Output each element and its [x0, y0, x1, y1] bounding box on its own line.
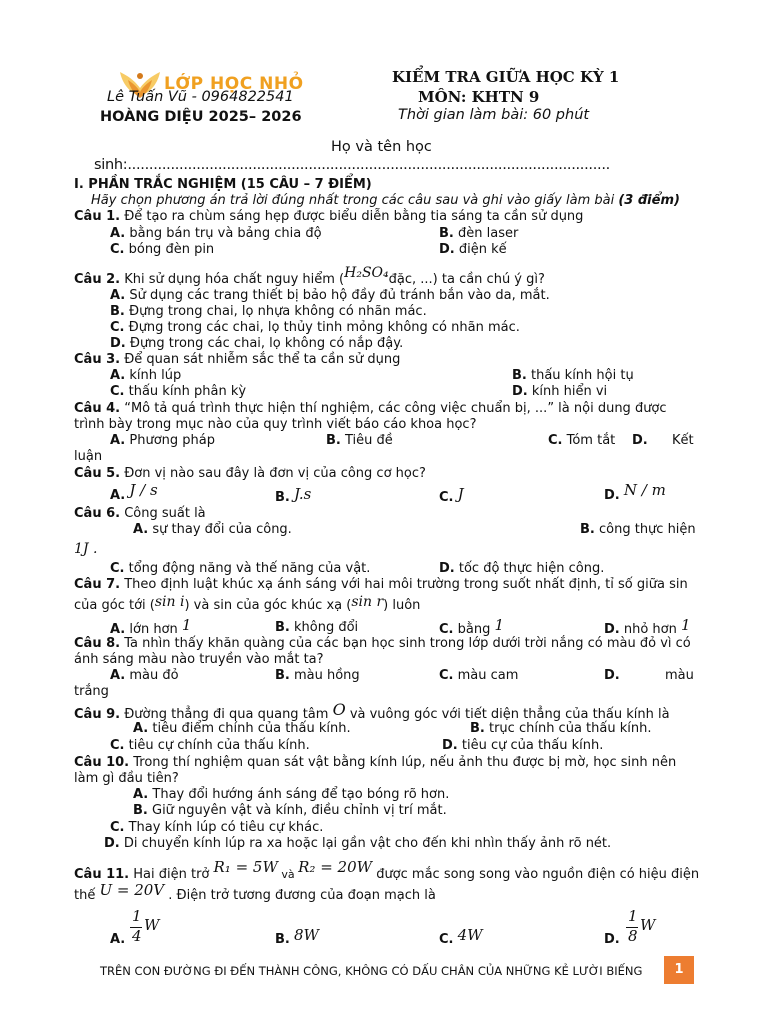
q11-option-c[interactable]: C. 4W — [439, 926, 483, 947]
q11-option-b[interactable]: B. 8W — [275, 926, 319, 947]
q8-option-b[interactable]: B. màu hồng — [275, 668, 360, 683]
q3-option-c[interactable]: C. thấu kính phân kỳ — [110, 384, 247, 399]
q11-option-d[interactable]: D. 1 8 W — [604, 907, 656, 947]
q5-option-d[interactable]: D. N / m — [604, 481, 666, 503]
q6-option-a[interactable]: A. sự thay đổi của công. — [133, 522, 292, 537]
question-8-cont: ánh sáng màu nào truyền vào mắt ta? — [74, 652, 324, 667]
q6-option-d[interactable]: D. tốc độ thực hiện công. — [439, 561, 605, 576]
q3-option-d[interactable]: D. kính hiển vi — [512, 384, 608, 399]
q4-option-a[interactable]: A. Phương pháp — [110, 433, 215, 448]
q5-option-a[interactable]: A. J / s — [110, 481, 158, 503]
q1-option-b[interactable]: B. đèn laser — [439, 226, 519, 241]
q9-option-a[interactable]: A. tiêu điểm chính của thấu kính. — [133, 721, 351, 736]
exam-title: KIỂM TRA GIỮA HỌC KỲ 1 — [392, 68, 620, 86]
teacher-info: Lê Tuấn Vũ - 0964822541 — [107, 89, 294, 105]
q10-option-b[interactable]: B. Giữ nguyên vật và kính, điều chỉnh vị trí mắt. — [133, 803, 447, 818]
footer-motto: TRÊN CON ĐƯỜNG ĐI ĐẾN THÀNH CÔNG, KHÔNG CÓ DẤU CHÂN CỦA NHỮNG KẺ LƯỜI BIẾNG — [100, 964, 643, 978]
question-10: Câu 10. Trong thí nghiệm quan sát vật bằng kính lúp, nếu ảnh thu được bị mờ, học sinh nên — [74, 755, 677, 770]
q1-option-a[interactable]: A. bằng bán trụ và bảng chia độ — [110, 226, 322, 241]
q8-option-d-cont: trắng — [74, 684, 109, 699]
q9-option-c[interactable]: C. tiêu cự chính của thấu kính. — [110, 738, 310, 753]
exam-subject: MÔN: KHTN 9 — [418, 88, 540, 106]
page-number-badge: 1 — [664, 956, 694, 984]
question-6: Câu 6. Công suất là — [74, 506, 206, 521]
q8-option-a[interactable]: A. màu đỏ — [110, 668, 179, 683]
chem-formula: H₂SO₄ — [344, 265, 389, 281]
section-instruction: Hãy chọn phương án trả lời đúng nhất trong các câu sau và ghi vào giấy làm bài (3 điểm) — [91, 193, 680, 208]
logo-text: LỚP HỌC NHỎ — [164, 74, 304, 94]
question-9: Câu 9. Đường thẳng đi qua quang tâm O và vuông góc với tiết diện thẳng của thấu kính là — [74, 700, 670, 722]
q9-option-b[interactable]: B. trục chính của thấu kính. — [470, 721, 652, 736]
q8-option-c[interactable]: C. màu cam — [439, 668, 519, 683]
question-1: Câu 1. Để tạo ra chùm sáng hẹp được biểu diễn bằng tia sáng ta cần sử dụng — [74, 209, 584, 224]
name-line: sinh:................................................................................................................ — [94, 157, 610, 173]
q5-option-b[interactable]: B. J.s — [275, 485, 312, 505]
q1-option-d[interactable]: D. điện kế — [439, 242, 507, 257]
q7-option-d[interactable]: D. nhỏ hơn 1 — [604, 616, 691, 637]
q1-option-c[interactable]: C. bóng đèn pin — [110, 242, 215, 257]
question-4-cont: trình bày trong mục nào của quy trình viết báo cáo khoa học? — [74, 417, 477, 432]
q2-option-b[interactable]: B. Đựng trong chai, lọ nhựa không có nhãn mác. — [110, 304, 427, 319]
question-7: Câu 7. Theo định luật khúc xạ ánh sáng với hai môi trường trong suốt nhất định, tỉ số giữa sin — [74, 577, 688, 592]
q8-option-d-label[interactable]: D. — [604, 668, 620, 683]
q10-option-a[interactable]: A. Thay đổi hướng ánh sáng để tạo bóng rõ hơn. — [133, 787, 450, 802]
q4-option-d-label[interactable]: D. — [632, 433, 648, 448]
q2-option-c[interactable]: C. Đựng trong các chai, lọ thủy tinh mỏng không có nhãn mác. — [110, 320, 520, 335]
q3-option-b[interactable]: B. thấu kính hội tụ — [512, 368, 634, 383]
q10-option-c[interactable]: C. Thay kính lúp có tiêu cự khác. — [110, 820, 324, 835]
q3-option-a[interactable]: A. kính lúp — [110, 368, 182, 383]
question-5: Câu 5. Đơn vị nào sau đây là đơn vị của công cơ học? — [74, 466, 426, 481]
q4-option-d[interactable]: Kết — [672, 433, 694, 448]
question-7-cont: của góc tới (sin i) và sin của góc khúc xạ (sin r) luôn — [74, 594, 421, 613]
q9-option-d[interactable]: D. tiêu cự của thấu kính. — [442, 738, 604, 753]
school-year: HOÀNG DIỆU 2025– 2026 — [100, 109, 302, 125]
q6-option-b[interactable]: B. công thực hiện — [580, 522, 696, 537]
question-8: Câu 8. Ta nhìn thấy khăn quàng của các bạn học sinh trong lớp dưới trời nắng có màu đỏ vì có — [74, 636, 691, 651]
q2-option-d[interactable]: D. Đựng trong các chai, lọ không có nắp đậy. — [110, 336, 404, 351]
question-11-cont: thế U = 20V . Điện trở tương đương của đoạn mạch là — [74, 881, 436, 903]
q10-option-d[interactable]: D. Di chuyển kính lúp ra xa hoặc lại gần vật cho đến khi nhìn thấy ảnh rõ nét. — [104, 836, 612, 851]
q4-option-c[interactable]: C. Tóm tắt — [548, 433, 616, 448]
q6-option-b-cont: 1J . — [74, 541, 98, 557]
q8-option-d[interactable]: màu — [665, 668, 694, 683]
q7-option-b[interactable]: B. không đổi — [275, 620, 359, 635]
exam-duration: Thời gian làm bài: 60 phút — [398, 107, 590, 123]
q7-option-a[interactable]: A. lớn hơn 1 — [110, 616, 192, 637]
question-2: Câu 2. Khi sử dụng hóa chất nguy hiểm (H₂SO₄đặc, ...) ta cần chú ý gì? — [74, 265, 545, 287]
question-11: Câu 11. Hai điện trở R₁ = 5W và R₂ = 20W được mắc song song vào nguồn điện có hiệu điện — [74, 858, 700, 882]
question-10-cont: làm gì đầu tiên? — [74, 771, 179, 786]
q4-option-b[interactable]: B. Tiêu đề — [326, 433, 393, 448]
question-3: Câu 3. Để quan sát nhiễm sắc thể ta cần sử dụng — [74, 352, 401, 367]
question-4: Câu 4. “Mô tả quá trình thực hiện thí nghiệm, các công việc chuẩn bị, ...” là nội dung được — [74, 401, 667, 416]
q4-option-d-cont: luận — [74, 449, 103, 464]
section-title: I. PHẦN TRẮC NGHIỆM (15 CÂU – 7 ĐIỂM) — [74, 177, 372, 192]
q6-option-c[interactable]: C. tổng động năng và thế năng của vật. — [110, 561, 371, 576]
name-label: Họ và tên học — [331, 139, 432, 155]
q7-option-c[interactable]: C. bằng 1 — [439, 616, 505, 637]
q5-option-c[interactable]: C. J — [439, 485, 464, 505]
q2-option-a[interactable]: A. Sử dụng các trang thiết bị bảo hộ đầy đủ tránh bắn vào da, mắt. — [110, 288, 550, 303]
